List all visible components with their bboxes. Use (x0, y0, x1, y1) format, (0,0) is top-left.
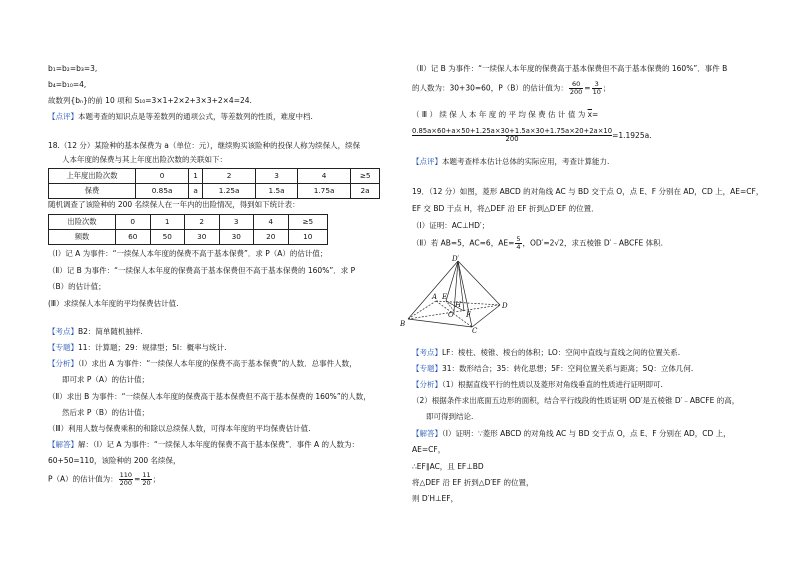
table-cell: 3 (256, 169, 298, 184)
table-cell: 1.5a (256, 184, 298, 199)
frequency-table (48, 214, 328, 245)
table-cell: 4 (254, 215, 289, 230)
denominator: 200 (119, 478, 133, 487)
table-cell: 0.85a (136, 184, 189, 199)
table-cell: 1.25a (203, 184, 256, 199)
denominator: 200 (505, 135, 519, 144)
vertex-label: A (432, 293, 438, 301)
equals-sign: = (584, 83, 591, 93)
question-18-line: 18.（12 分）某险种的基本保费为 a（单位：元），继续购买该险种的投保人称为续保人，续保 (48, 141, 361, 150)
fenxi-line (412, 380, 663, 390)
text-line: （2）根据条件求出底面五边形的面积，结合平行线段的性质证明 OD′是五棱锥 D′﹣ABCFE 的高， (412, 396, 740, 405)
vertex-label: D′ (452, 255, 460, 263)
text: 本题考查的知识点是等差数列的通项公式，等差数列的性质，难度中档. (78, 112, 313, 121)
numerator: 11 (142, 471, 151, 479)
tag-label: 【分析】 (48, 359, 78, 368)
vertex-label: F (466, 311, 471, 319)
text: ； (602, 83, 611, 93)
text: 31：数形结合；35：转化思想；5F：空间位置关系与距离；5Q：立体几何. (442, 364, 694, 373)
denominator: 200 (569, 87, 583, 96)
table-row (49, 184, 380, 199)
tag-label: 【考点】 (48, 327, 78, 336)
table-row (49, 230, 328, 245)
text: （Ⅱ）若 AB=5，AC=6，AE= (412, 238, 515, 248)
numerator: 3 (592, 81, 602, 89)
tag-label: 【分析】 (412, 380, 442, 389)
text-line: （I）记 A 为事件：“一续保人本年度的保费不高于基本保费”．求 P（A）的估计值； (48, 249, 328, 258)
pyramid-figure (400, 255, 530, 337)
table-cell: 2 (185, 215, 220, 230)
table-cell: 1 (189, 169, 203, 184)
text-line: 将△DEF 沿 EF 折到△D′EF 的位置， (412, 478, 534, 487)
premium-table (48, 168, 380, 199)
text-line: (Ⅲ）求续保人本年度的平均保费估计值. (48, 299, 179, 308)
mean-symbol: $\overline{x}$ (587, 110, 593, 119)
table-cell: 频数 (49, 230, 116, 245)
jieda-line (48, 440, 359, 450)
text-line: （Ⅱ）求出 B 为事件：“一续保人本年度的保费高于基本保费但不高于基本保费的 160%”的人数， (48, 392, 371, 401)
table-cell: 上年度出险次数 (49, 169, 136, 184)
formula-line (48, 472, 160, 487)
text: 的人数为：30+30=60，P（B）的估计值为： (412, 83, 568, 93)
table-cell: 20 (254, 230, 289, 245)
table-cell: 60 (116, 230, 151, 245)
table-cell: 3 (219, 215, 254, 230)
text: ； (152, 474, 161, 484)
text-line: 随机调查了该险种的 200 名续保人在一年内的出险情况，得到如下统计表： (48, 200, 300, 209)
text-line: 则 D′H⊥EF， (412, 494, 459, 503)
table-cell: ≥5 (351, 169, 380, 184)
text: （ Ⅲ ） 续 保 人 本 年 度 的 平 均 保 费 估 计 值 为 (412, 110, 586, 119)
tag-label: 【考点】 (412, 348, 442, 357)
tag-label: 【点评】 (48, 112, 78, 121)
text: （I）求出 A 为事件：“一续保人本年度的保费不高于基本保费”的人数．总事件人数， (78, 359, 357, 368)
table-cell: 1.75a (298, 184, 351, 199)
fenxi-line (48, 359, 357, 369)
table-cell: a (189, 184, 203, 199)
zhuanti-line (412, 364, 693, 374)
denominator: 10 (592, 87, 601, 96)
comment-line (412, 157, 609, 167)
text: （Ⅰ）证明：∵菱形 ABCD 的对角线 AC 与 BD 交于点 O，点 E、F 分别在 AD，CD 上， (442, 429, 731, 438)
table-row (49, 169, 380, 184)
vertex-label: O (448, 311, 454, 319)
table-cell: 4 (298, 169, 351, 184)
text-line: b₄=b₁₀=4, (48, 80, 87, 89)
kaodian-line (412, 348, 680, 358)
text-line: （Ⅲ）利用人数与保费乘积的和除以总续保人数，可得本年度的平均保费估计值. (48, 424, 311, 433)
numerator: 110 (119, 471, 133, 479)
vertex-label: C (472, 327, 478, 335)
text-line: （Ⅱ）记 B 为事件：“一续保人本年度的保费高于基本保费但不高于基本保费的 160%”．求 P (48, 266, 356, 275)
text-line: ∴EF∥AC，且 EF⊥BD (412, 462, 484, 471)
table-cell: 0 (116, 215, 151, 230)
long-fraction (412, 128, 612, 144)
numerator: 0.85a×60+a×50+1.25a×30+1.5a×30+1.75a×20+2a×10 (412, 127, 613, 135)
formula-line (412, 236, 663, 251)
text-line: 即可求 P（A）的估计值； (62, 375, 150, 384)
result: =1.1925a. (612, 130, 652, 140)
text-line: 然后求 P（B）的估计值； (62, 408, 150, 417)
text-line: （Ⅰ）证明：AC⊥HD′； (412, 221, 490, 230)
tag-label: 【解答】 (412, 429, 442, 438)
zhuanti-line (48, 343, 226, 353)
vertex-label: D (502, 302, 508, 310)
formula-line (412, 128, 652, 144)
text: ，OD′=2√2，求五棱锥 D′﹣ABCFE 体积. (522, 238, 664, 248)
text: 本题考查样本估计总体的实际应用，考查计算能力. (442, 157, 610, 166)
text: P（A）的估计值为： (48, 474, 118, 484)
text-line: （B）的估计值； (48, 282, 106, 291)
tag-label: 【点评】 (412, 157, 442, 166)
vertex-label: H (455, 301, 462, 309)
table-cell: 30 (185, 230, 220, 245)
tag-label: 【专题】 (48, 343, 78, 352)
table-cell: 2a (351, 184, 380, 199)
kaodian-line (48, 327, 143, 337)
numerator: 5 (516, 235, 521, 243)
equals-sign: = (134, 474, 141, 484)
fraction (515, 236, 521, 251)
text-line: b₁=b₂=b₃=3, (48, 64, 98, 73)
table-cell: 0 (136, 169, 189, 184)
text-line: 故数列{bₙ}的前 10 项和 S₁₀=3×1+2×2+3×3+2×4=24. (48, 96, 252, 105)
text-line (412, 110, 598, 120)
text-line: 60+50=110，该险种的 200 名续保， (48, 456, 181, 465)
equals-sign: = (592, 110, 599, 119)
table-cell: ≥5 (288, 215, 328, 230)
text-line: EF 交 BD 于点 H，将△DEF 沿 EF 折到△D′EF 的位置． (412, 204, 599, 213)
text-line: AE=CF， (412, 445, 446, 454)
question-19-line: 19．（12 分）如图，菱形 ABCD 的对角线 AC 与 BD 交于点 O，点 E、F 分别在 AD，CD 上，AE=CF， (412, 187, 764, 196)
fraction (592, 81, 602, 96)
text: 11：计算题；29：规律型；5I：概率与统计. (78, 343, 227, 352)
text-line: （Ⅱ）记 B 为事件：“一续保人本年度的保费高于基本保费但不高于基本保费的 160%”．事件 B (412, 64, 728, 73)
text: （1）根据直线平行的性质以及菱形对角线垂直的性质进行证明即可. (442, 380, 663, 389)
fraction (119, 472, 133, 487)
vertex-label: E (442, 293, 448, 301)
table-row (49, 215, 328, 230)
formula-line (412, 81, 610, 96)
comment-line (48, 112, 313, 122)
question-18-line: 人本年度的保费与其上年度出险次数的关联如下： (62, 155, 227, 164)
fraction (141, 472, 151, 487)
tag-label: 【专题】 (412, 364, 442, 373)
table-cell: 1 (150, 215, 185, 230)
table-cell: 30 (219, 230, 254, 245)
vertex-label: B (400, 320, 406, 328)
denominator: 4 (516, 242, 521, 251)
tag-label: 【解答】 (48, 440, 78, 449)
numerator: 60 (569, 81, 583, 89)
denominator: 20 (142, 478, 151, 487)
text: B2：简单随机抽样. (78, 327, 143, 336)
jieda-line (412, 429, 731, 439)
table-cell: 2 (203, 169, 256, 184)
text: 解：（I）记 A 为事件：“一续保人本年度的保费不高于基本保费”．事件 A 的人数为： (78, 440, 360, 449)
text: LF：棱柱、棱锥、棱台的体积；LO：空间中直线与直线之间的位置关系. (442, 348, 681, 357)
text-line: 即可得到结论. (426, 412, 474, 421)
table-cell: 50 (150, 230, 185, 245)
table-cell: 保费 (49, 184, 136, 199)
table-cell: 10 (288, 230, 328, 245)
table-cell: 出险次数 (49, 215, 116, 230)
fraction (569, 81, 583, 96)
